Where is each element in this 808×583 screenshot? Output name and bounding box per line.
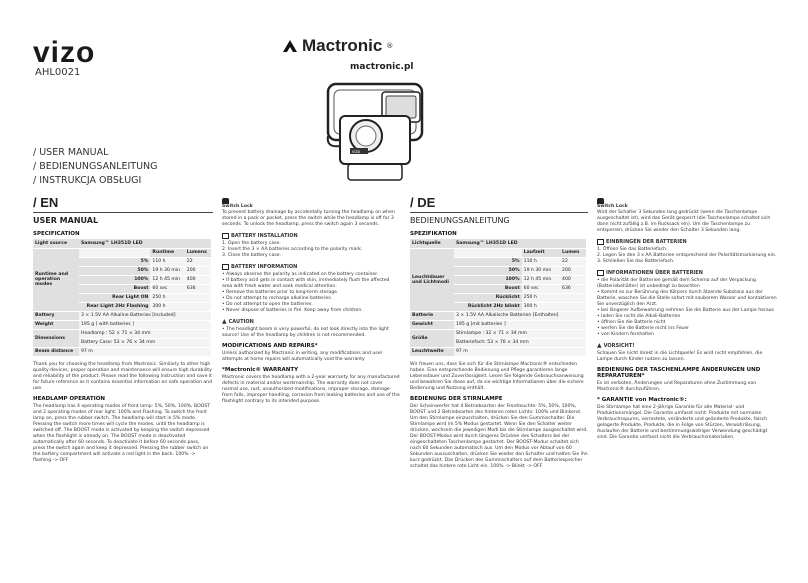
spec-value: 3 × 1.5V AA Alkalische Batterien [Enthalten] <box>454 311 586 320</box>
de-op-title: BEDIENUNG DER STIRNLAMPE <box>410 395 503 402</box>
de-title: BEDIENUNGSANLEITUNG <box>410 216 510 225</box>
warning-icon: ▲ <box>222 318 227 325</box>
brand-name: Mactronic <box>302 36 383 55</box>
manual-title-de: / BEDIENUNGSANLEITUNG <box>33 161 158 172</box>
mode-runtime: 110 h <box>522 257 560 266</box>
de-install-item: 1. Öffnen Sie das Batteriefach. <box>597 247 668 252</box>
mode-name: Rücklicht <box>454 293 522 302</box>
mode-name: 50% <box>454 266 522 275</box>
mode-lumens: 22 <box>560 257 586 266</box>
mode-runtime: 19 h 30 min <box>150 266 184 275</box>
en-section-2 <box>222 198 400 406</box>
mode-name: Rücklicht 2Hz blinkt <box>454 302 522 311</box>
de-info-item: • Kommt es zur Berührung des Körpers durch ätzende Substanz aus der Batterie, waschen Sie die Stelle sofort mit sauberem Wasser und kontaktieren Sie unverzüglich den Arzt. <box>597 290 777 308</box>
en-intro: Thank you for choosing the headlamp from Mactronic. Similarly to other high quality devices, proper operation and maintenance will ensure high durability and reliability of the product. Please read the following instruction and save it for future reference as it contains essential information on safe operation and use. <box>33 361 213 391</box>
spec-value: Samsung™ LH351D LED <box>79 239 211 248</box>
mode-name: 50% <box>79 266 150 275</box>
en-info-item: • Do not attempt to recharge alkaline batteries. <box>222 296 400 302</box>
de-mod-text: Es ist verboten, Änderungen und Reparaturen ohne Zustimmung von Mactronic® durchzuführen. <box>597 381 757 392</box>
en-section <box>33 195 213 465</box>
en-install-title: BATTERY INSTALLATION <box>231 233 298 239</box>
en-info-item: • Never dispose of batteries in fire. Keep away from children. <box>222 308 400 314</box>
en-title: USER MANUAL <box>33 216 99 225</box>
de-install-title: EINBRINGEN DER BATTERIEN <box>606 239 687 245</box>
mode-name: Rear Light 2Hz Flashing <box>79 302 150 311</box>
mode-runtime: 60 sec <box>150 284 184 293</box>
de-info-item: • bei längerer Aufbewahrung nehmen Sie die Batterie aus der Lampe heraus <box>597 308 777 314</box>
en-warranty-title: *Mactronic® WARRANTY <box>222 367 299 373</box>
mode-lumens: 200 <box>560 266 586 275</box>
de-section-2 <box>597 198 777 442</box>
mode-runtime: 300 h <box>150 302 211 311</box>
de-switch-lock-text: Wird der Schalter 3 Sekunden lang gedrückt (wenn die Taschenlampe ausgeschaltet ist), wird das Gerät gesperrt (die Taschenlampe schaltet sich dann nicht zufällig z.B. im Rucksack ein). Um die Taschenlampe zu entsperren, drücken Sie wieder den Schalter 3 Sekunden lang. <box>597 210 771 233</box>
spec-label: Lichtquelle <box>410 239 454 248</box>
en-install-item: 3. Close the battery case. <box>222 253 282 258</box>
spec-label: Dimensions <box>33 329 79 347</box>
de-caution-title: VORSICHT! <box>603 343 635 349</box>
spec-value: Samsung™ LH351D LED <box>454 239 586 248</box>
en-lang-label: / EN <box>33 195 59 210</box>
de-warranty-title: * GARANTIE von Mactronic®: <box>597 397 687 403</box>
mode-lumens: 636 <box>560 284 586 293</box>
spec-label: Batterie <box>410 311 454 320</box>
spec-value: Stirnlampe : 32 × 71 × 34 mm <box>454 329 586 338</box>
de-section <box>410 195 588 471</box>
mode-lumens: 22 <box>185 257 211 266</box>
en-info-item: • Remove the batteries prior to long-term storage. <box>222 290 400 296</box>
mode-name: Boost <box>454 284 522 293</box>
en-info-item: • Do not attempt to open the batteries. <box>222 302 400 308</box>
en-op-title: HEADLAMP OPERATION <box>33 395 105 402</box>
de-install-item: 2. Legen Sie den 3 x AA Batterien entsprechend der Polaritätsmarkierung ein. <box>597 253 777 258</box>
mactronic-brand <box>282 36 393 56</box>
battery-icon <box>222 264 229 270</box>
de-spec-title: SPEZIFIKATION <box>410 231 457 237</box>
de-spec-table <box>410 239 586 357</box>
headlamp-illustration <box>320 76 430 188</box>
mode-runtime: 110 h <box>150 257 184 266</box>
battery-icon <box>597 239 604 245</box>
warning-icon: ▲ <box>597 342 602 349</box>
en-install-item: 1. Open the battery case. <box>222 241 281 246</box>
mode-name: 5% <box>454 257 522 266</box>
de-switch-lock-title: Switch Lock <box>597 204 628 209</box>
spec-value: 195 g [mit batterien ] <box>454 320 586 329</box>
en-warranty-text: Mactronic covers the headlamp with a 2-year warranty for any manufactured defects in material and/or workmanship. The warranty does not cover normal use, rust, unauthorized modifications, improper storage, damage from falls, improper handling, corrosion from leaking batteries and use of the flashlight contrary to its intended purpose. <box>222 375 400 404</box>
de-info-item: • von Kindern fernhalten <box>597 332 777 338</box>
de-intro: Wir freuen uns, dass Sie sich für die Stirnlampe Mactronic® entschieden haben. Eine entsprechende Bedienung und Pflege garantieren lange Lebensdauer und Zuverlässigkeit. Lesen Sie folgende Gebrauchsanweisung und bewahren Sie diese auf, da sie wichtige Informationen über die sichere Bedienung und Nutzung enthält. <box>410 361 584 391</box>
en-switch-lock-text: To prevent battery drainage by accidentally turning the headlamp on when stored in a pack or pocket, press the switch while the headlamp is off for 3 seconds. To unlock the headlamp, press the switch again 3 seconds. <box>222 210 395 227</box>
mode-lumens: 400 <box>185 275 211 284</box>
mode-name: 5% <box>79 257 150 266</box>
spec-label: Weight <box>33 320 79 329</box>
en-info-item: • Always observe the polarity as indicated on the battery container. <box>222 272 400 278</box>
spec-label: Runtime and operation modes <box>33 248 79 311</box>
de-info-item: • laden Sie nicht die Alkali-Batterien <box>597 314 777 320</box>
col-header: Lumen <box>560 248 586 257</box>
spec-value: Battery Case: 53 × 76 × 34 mm <box>79 338 211 347</box>
en-info-title: BATTERY INFORMATION <box>231 264 298 270</box>
de-warranty-text: Die Stirnlampe hat eine 2-jährige Garantie für alle Material- und Produktionsmängel. Die Garantie umfasst nicht: Produkte mit normalen Verbrauchsspuren, verrostete, veränderte und geänderte Produkte, falsch gelagerte Produkte, Produkte, die in Folge von Stürzen, Verwahrlösung, Auslaufen der Batterie und bestimmungswidriger Verwendung geschädigt sind. Die Garantie umfasst nicht die Verbrauchsmaterialien. <box>597 405 768 440</box>
brand-registered: ® <box>386 42 394 50</box>
de-mod-title: BEDIENUNG DER TASCHENLAMPE ÄNDERUNGEN UND REPARATUREN* <box>597 367 761 379</box>
spec-value: 195 g [ with batteries ] <box>79 320 211 329</box>
spec-value: 97 m <box>454 347 586 356</box>
en-switch-lock-title: Switch Lock <box>222 204 253 209</box>
spec-label: Gewicht <box>410 320 454 329</box>
spec-value: Batteriefach: 53 × 76 × 34 mm <box>454 338 586 347</box>
de-install-item: 3. Schließen Sie das Batteriefach. <box>597 259 675 264</box>
col-header: Laufzeit <box>522 248 560 257</box>
mode-runtime: 19 h 30 min <box>522 266 560 275</box>
spec-label: Beam distance <box>33 347 79 356</box>
en-mod-text: Unless authorized by Mactronic in writing, any modifications and user attempts at home repairs will automatically void the warranty <box>222 351 383 362</box>
en-caution-title: CAUTION <box>228 319 254 325</box>
en-spec-title: SPECIFICATION <box>33 231 80 237</box>
en-spec-table <box>33 239 211 357</box>
mode-name: 100% <box>454 275 522 284</box>
vizo-logo: vizo <box>33 36 96 69</box>
divider <box>410 212 588 213</box>
mode-runtime: 300 h <box>522 302 586 311</box>
mode-lumens: 400 <box>560 275 586 284</box>
mode-runtime: 250 h <box>522 293 586 302</box>
battery-icon <box>222 233 229 239</box>
mode-runtime: 250 h <box>150 293 211 302</box>
spec-value: Headlamp : 52 × 71 × 34 mm <box>79 329 211 338</box>
mode-runtime: 60 sec <box>522 284 560 293</box>
de-lang-label: / DE <box>410 195 436 210</box>
spec-label: Leuchtdauer und Lichtmodi <box>410 248 454 311</box>
mode-name: Boost <box>79 284 150 293</box>
mountain-icon <box>282 39 298 53</box>
spec-label: Leuchtweite <box>410 347 454 356</box>
manual-title-en: / USER MANUAL <box>33 147 109 158</box>
battery-icon <box>597 270 604 276</box>
mode-name: Rear Light ON <box>79 293 150 302</box>
model-number: AHL0021 <box>35 67 81 78</box>
mode-runtime: 12 h 45 min <box>522 275 560 284</box>
mode-runtime: 12 h 45 min <box>150 275 184 284</box>
mode-lumens: 636 <box>185 284 211 293</box>
de-caution-item: Schauen Sie nicht direkt in die Lichtquelle! Es wird nicht empfohlen, die Lampe durch Kinder nutzen zu lassen. <box>597 351 763 362</box>
de-info-item: • die Polarität der Batterien gemäß dem Schema auf der Verpackung (Batteriebehälter) ist unbedingt zu beachten <box>597 278 777 290</box>
spec-label: Größe <box>410 329 454 347</box>
col-header: Lumens <box>185 248 211 257</box>
divider <box>33 212 213 213</box>
en-mod-title: MODIFICATIONS AND REPAIRS* <box>222 343 318 349</box>
en-op-text: The headlamp has 4 operating modes of front lamp: 5%, 50%, 100%, BOOST and 2 operating modes of rear light: 100% and Flashing. To switch the front lamp on, press the rubber switch. The headlamp will start in 5% mode. Pressing the switch more times will cycle the modes, until the headlamp is switched off. The BOOST mode is activated by keeping the switch depressed when the flashlight is already on. The BOOST mode is deactivated automatically after 60 seconds. To deactivate it before 60 seconds pass, press the switch again and keep it depressed. Pressing the rubber switch on the battery compartment will activate a red light in the back. 100% -> flashing -> OFF <box>33 403 211 463</box>
svg-text:vizo: vizo <box>352 149 361 154</box>
col-header: Runtime <box>150 248 184 257</box>
spec-value: 97 m <box>79 347 211 356</box>
spec-label: Light source <box>33 239 79 248</box>
spec-label: Battery <box>33 311 79 320</box>
de-info-item: • werfen Sie die Batterie nicht ins Feuer <box>597 326 777 332</box>
de-op-text: Der Scheinwerfer hat 4 Betriebsarten der Frontleuchte: 5%, 50%, 100%, BOOST und 2 Betriebsarten des hinteren roten Lichts: 100% und Blinkend. Um den Stirnlampe einzuschalten, drücken Sie den Gummischalter. Die Stirnlampe wird im 5% Modus gestartet. Wenn Sie den Schalter weiter drücken, wechseln die jeweiligen Modi bis die Stirnlampe ausgeschaltet wird. Der BOOST-Modus wird durch längeres Drücken des Schalters bei der eingeschalteten Taschenlampe gestartet. Der BOOST-Modus schaltet sich nach 60 Sekunden automatisch aus. Um den Modus vor Ablauf von 60 Sekunden auszuschalten, drücken Sie wieder den Schalter und halten Sie ihn kurz gedrückt. Das Drücken des Gummischalters auf dem Batteriespeicher schaltet das hintere rote Licht ein. 100% -> Blinkt -> OFF <box>410 403 588 469</box>
de-info-item: • öffnen Sie die Batterie nicht <box>597 320 777 326</box>
en-caution-item: • The headlight beam is very powerful, do not look directly into the light source! Use of the headlamp by children is not recommended. <box>222 327 400 339</box>
manual-titles <box>33 146 158 188</box>
spec-value: 3 × 1.5V AA Alkaline Batteries [Included] <box>79 311 211 320</box>
en-info-item: • If battery acid gets in contact with skin, immediately flush the affected area with fresh water and seek medical attention. <box>222 278 400 290</box>
mode-lumens: 200 <box>185 266 211 275</box>
manual-title-pl: / INSTRUKCJA OBSŁUGI <box>33 175 142 186</box>
brand-url[interactable]: mactronic.pl <box>350 62 414 72</box>
de-info-title: INFORMATIONEN ÜBER BATTERIEN <box>606 270 703 276</box>
en-install-item: 2. Insert the 3 × AA batteries according to the polarity mark. <box>222 247 363 252</box>
mode-name: 100% <box>79 275 150 284</box>
